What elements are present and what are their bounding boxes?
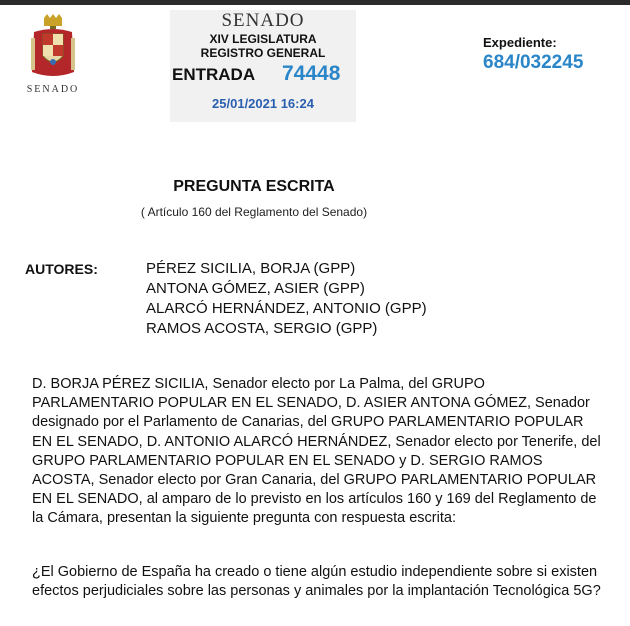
document-subtitle: ( Artículo 160 del Reglamento del Senado)	[140, 205, 368, 219]
stamp-legislature: XIV LEGISLATURA	[209, 32, 317, 46]
top-edge-bar	[0, 0, 630, 5]
stamp-registry: REGISTRO GENERAL	[200, 46, 326, 60]
senado-crest-icon	[28, 14, 78, 80]
stamp-datetime: 25/01/2021 16:24	[212, 96, 314, 111]
expediente-label: Expediente:	[483, 35, 557, 50]
document-title: PREGUNTA ESCRITA	[173, 178, 335, 195]
body-paragraph: D. BORJA PÉREZ SICILIA, Senador electo por La Palma, del GRUPO PARLAMENTARIO POPULAR EN EL SENADO, D. ASIER ANTONA GÓMEZ, Senador designado por el Parlamento de Canarias, del GRUPO PARLAMENTARIO POPULAR EN EL SENADO, D. ANTONIO ALARCÓ HERNÁNDEZ, Senador electo por Tenerife, del GRUPO PARLAMENTARIO POPULAR EN EL SENADO y D. SERGIO RAMOS ACOSTA, Senador electo por Gran Canaria, del GRUPO PARLAMENTARIO POPULAR EN EL SENADO, al amparo de lo previsto en los artículos 160 y 169 del Reglamento de la Cámara, presentan la siguiente pregunta con respuesta escrita:	[32, 376, 601, 527]
stamp-entry-label: ENTRADA	[172, 65, 256, 84]
author-item: RAMOS ACOSTA, SERGIO (GPP)	[146, 320, 378, 337]
expediente-number: 684/032245	[483, 52, 584, 73]
author-item: PÉREZ SICILIA, BORJA (GPP)	[146, 260, 356, 277]
stamp-institution: SENADO	[221, 10, 305, 31]
stamp-entry-number: 74448	[282, 62, 341, 85]
author-item: ALARCÓ HERNÁNDEZ, ANTONIO (GPP)	[146, 300, 427, 317]
registry-stamp	[170, 10, 356, 122]
authors-label: AUTORES:	[25, 261, 98, 277]
author-item: ANTONA GÓMEZ, ASIER (GPP)	[146, 280, 365, 297]
question-paragraph: ¿El Gobierno de España ha creado o tiene algún estudio independiente sobre si existen efectos perjudiciales sobre las personas y animales por la implantación Tecnológica 5G?	[32, 564, 601, 600]
authors-list	[146, 259, 427, 339]
crest-label: SENADO	[26, 84, 80, 95]
